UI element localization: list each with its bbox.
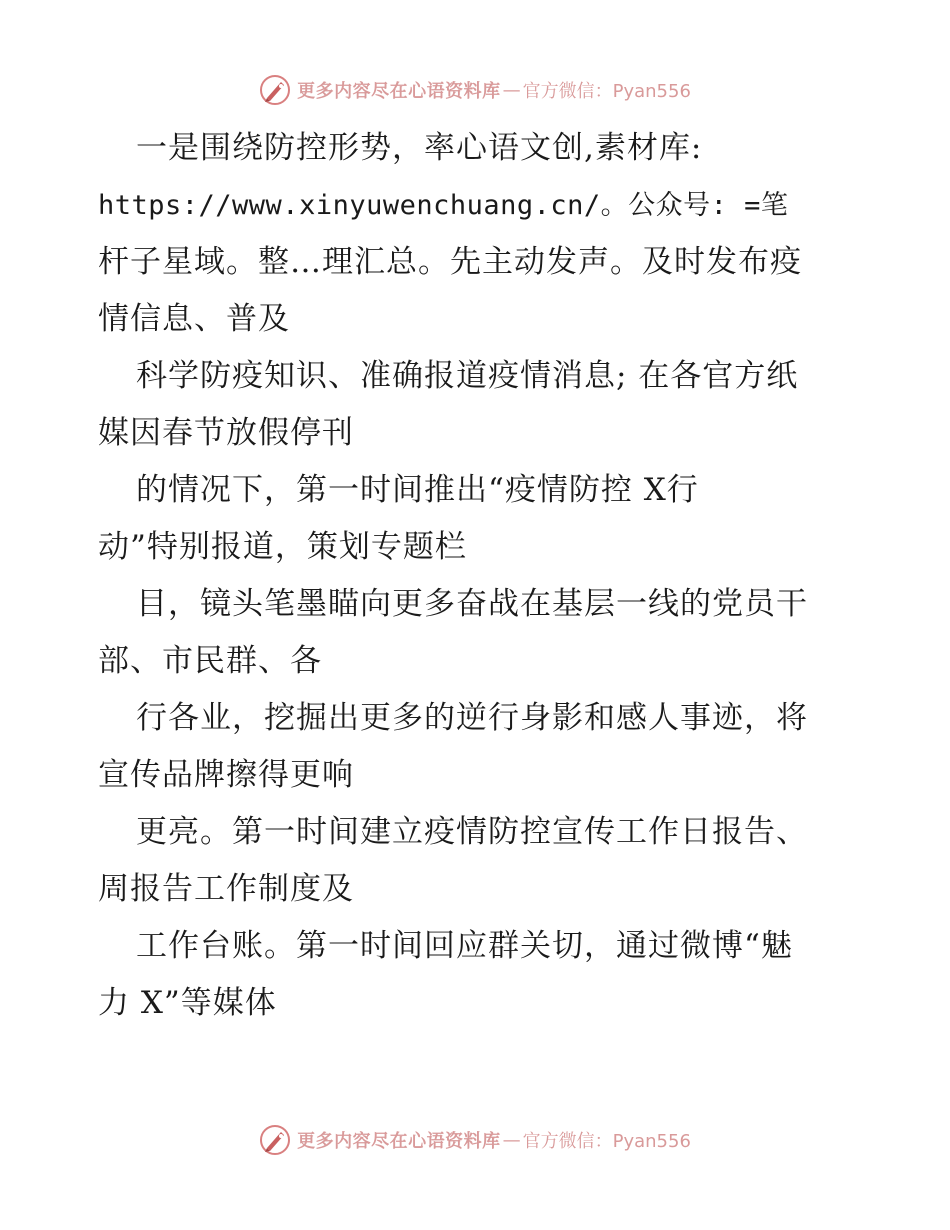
body-line: 更亮。第一时间建立疫情防控宣传工作日报告、 <box>136 814 808 850</box>
body-line: https://www.xinyuwenchuang.cn/。公众号: =笔 <box>98 190 789 221</box>
watermark-contact: 官方微信：Pyan556 <box>522 81 691 102</box>
watermark-text: 更多内容尽在心语资料库 <box>297 81 501 102</box>
watermark-separator: — <box>502 1129 521 1151</box>
body-line: 部、市民群、各 <box>98 643 322 679</box>
body-line: 一是围绕防控形势，率心语文创,素材库: <box>136 130 703 166</box>
body-line: 宣传品牌擦得更响 <box>98 757 354 793</box>
body-line: 情信息、普及 <box>98 301 290 337</box>
pen-logo-icon <box>259 74 291 106</box>
body-line: 的情况下，第一时间推出“疫情防控 X行 <box>136 472 699 508</box>
watermark-separator: — <box>502 79 521 101</box>
body-line: 周报告工作制度及 <box>98 871 354 907</box>
watermark-text: 更多内容尽在心语资料库 <box>297 1131 501 1152</box>
body-line: 力 X”等媒体 <box>98 985 277 1021</box>
document-body <box>98 120 858 1032</box>
body-line: 动”特别报道，策划专题栏 <box>98 529 467 565</box>
footer-watermark <box>0 1120 950 1160</box>
body-line: 目，镜头笔墨瞄向更多奋战在基层一线的党员干 <box>136 586 808 622</box>
body-line: 杆子星域。整…理汇总。先主动发声。及时发布疫 <box>98 244 802 280</box>
header-watermark <box>0 70 950 110</box>
body-line: 工作台账。第一时间回应群关切，通过微博“魅 <box>136 928 793 964</box>
body-line: 行各业，挖掘出更多的逆行身影和感人事迹，将 <box>136 700 808 736</box>
body-line: 媒因春节放假停刊 <box>98 415 354 451</box>
body-line: 科学防疫知识、准确报道疫情消息; 在各官方纸 <box>136 358 799 394</box>
watermark-contact: 官方微信：Pyan556 <box>522 1131 691 1152</box>
pen-logo-icon <box>259 1124 291 1156</box>
